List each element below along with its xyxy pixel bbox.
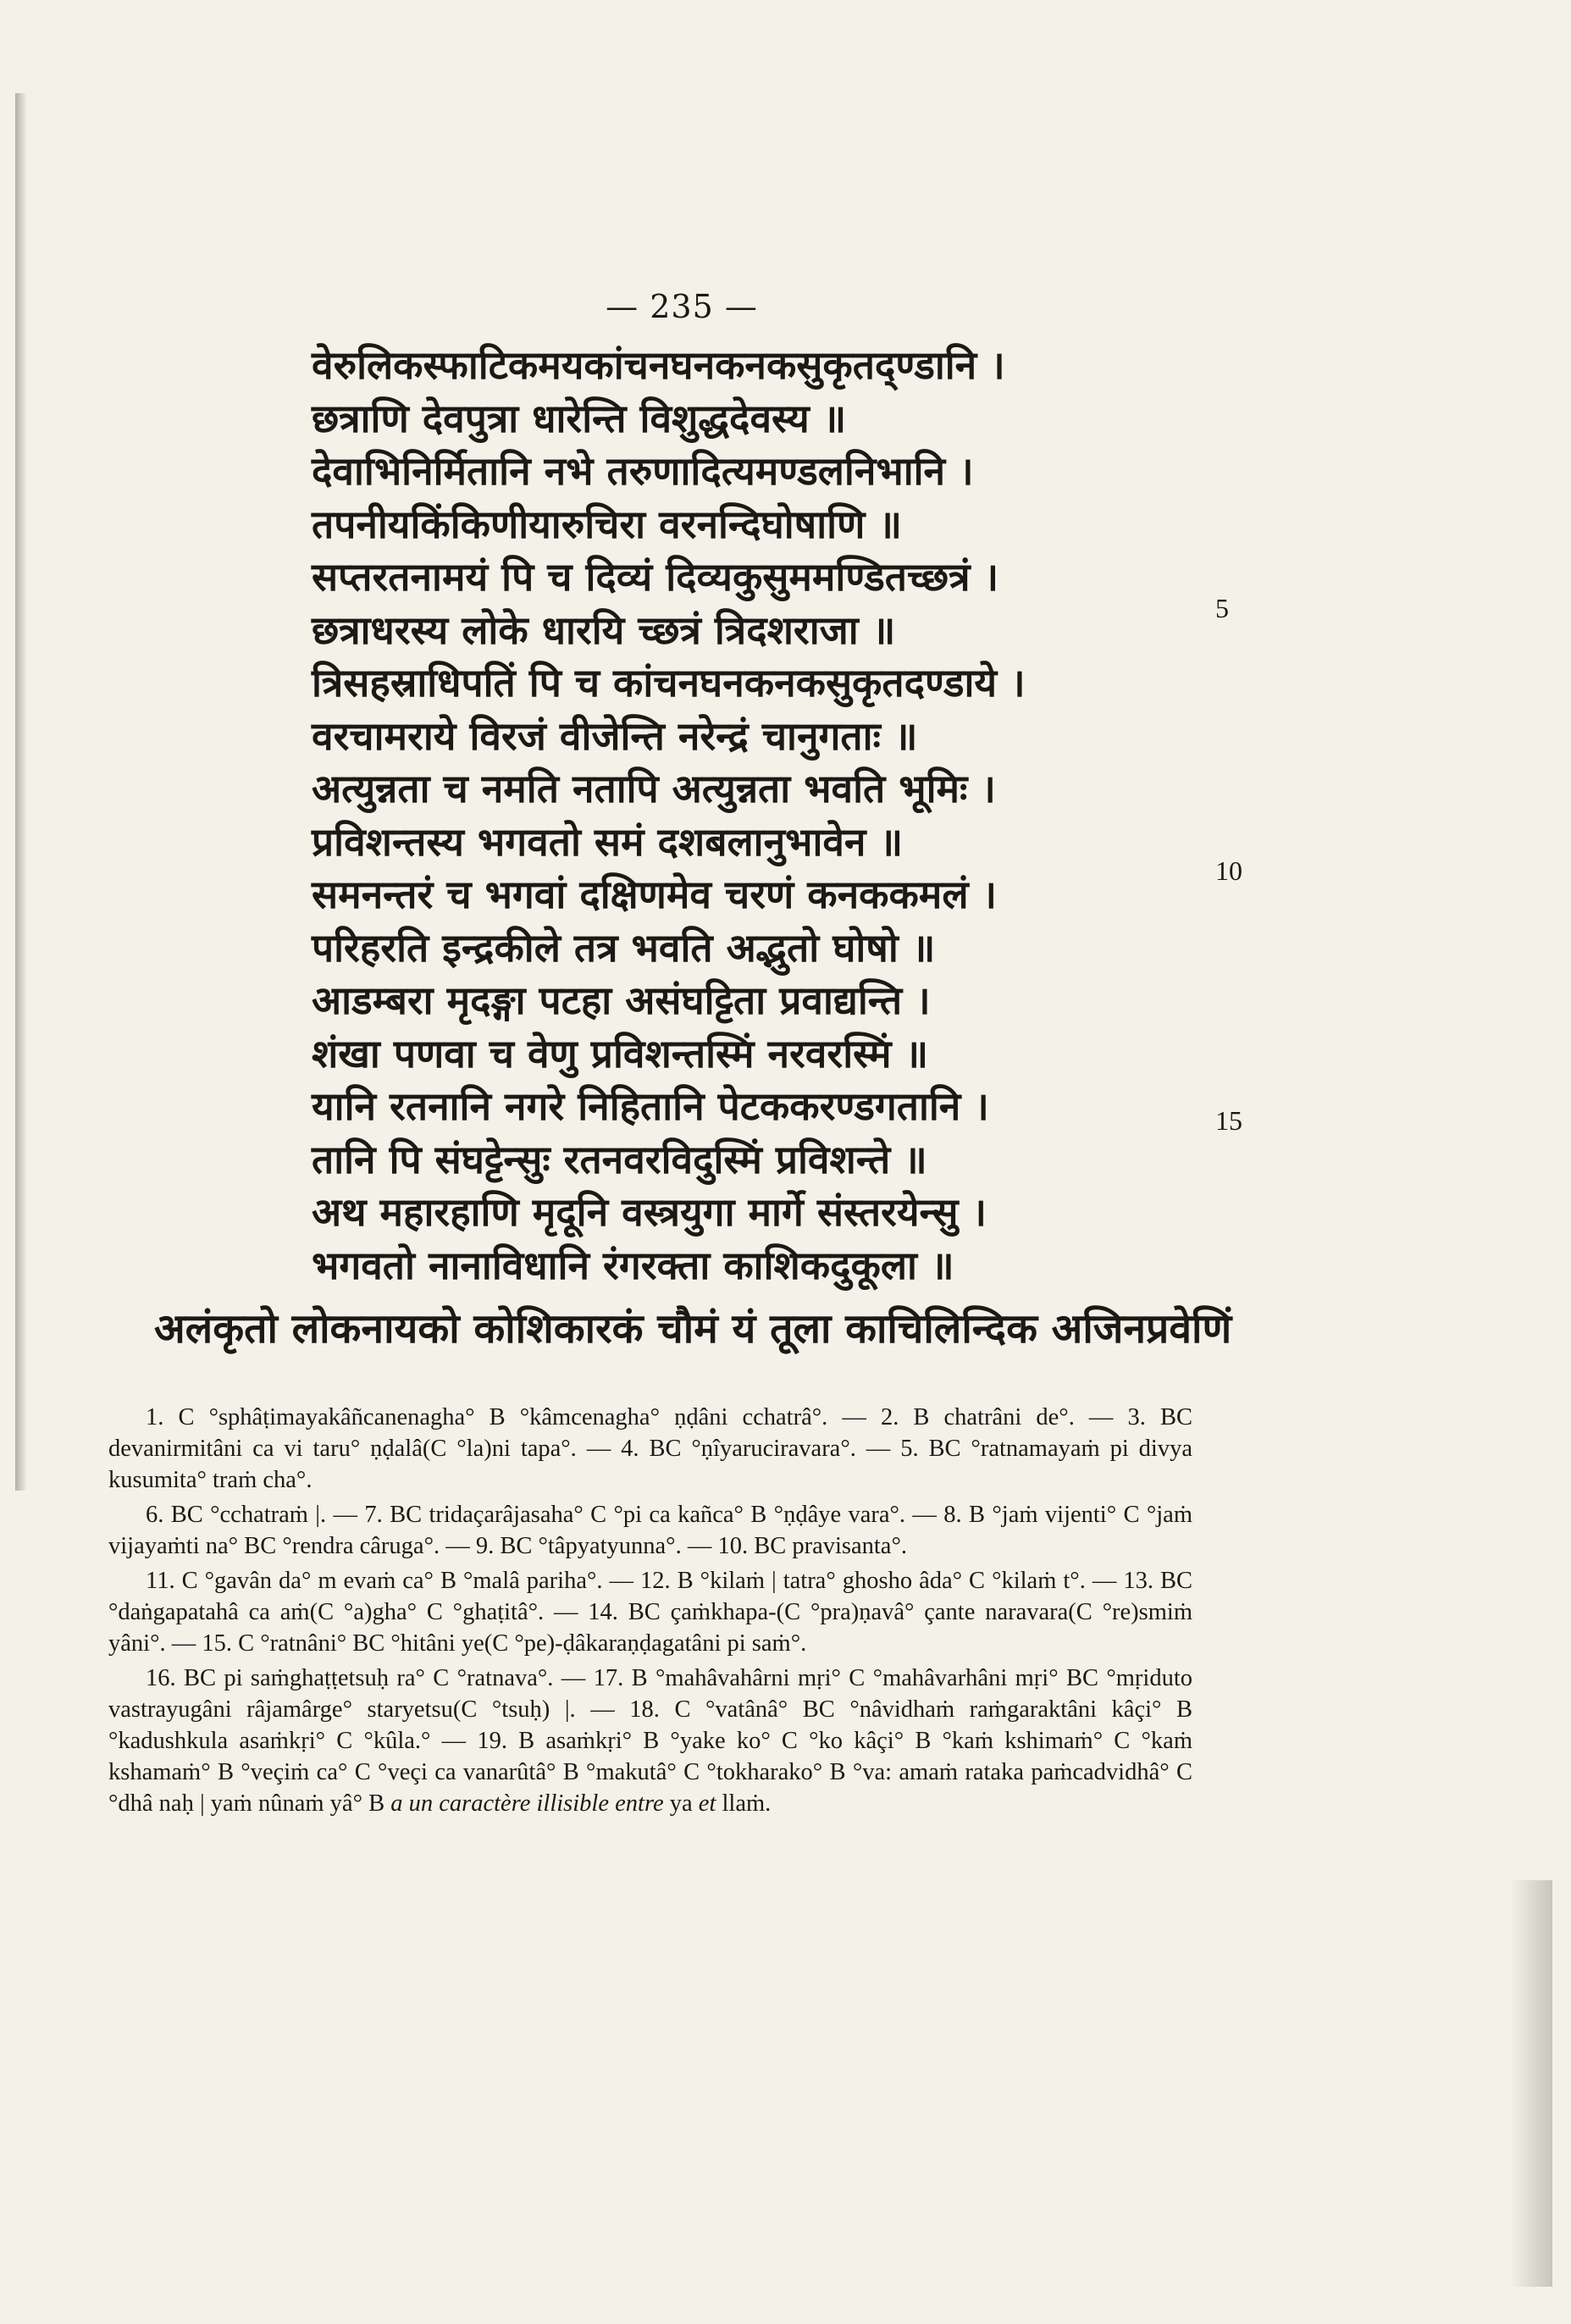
- verse-line: देवाभिनिर्मितानि नभे तरुणादित्यमण्डलनिभानि ।: [312, 448, 974, 494]
- extra-verse-line: अलंकृतो लोकनायको कोशिकारकं चौमं यं तूला काचिलिन्दिक अजिनप्रवेणिं: [154, 1305, 1232, 1353]
- verse-line: तानि पि संघट्टेन्सुः रतनवरविदुस्मिं प्रविशन्ते ॥: [312, 1136, 927, 1182]
- footnote-paragraph: 11. C °gavân da° m evaṁ ca° B °malâ pariha°. — 12. B °kilaṁ | tatra° ghosho âda° C °kilaṁ t°. — 13. BC °daṅgapatahâ ca aṁ(C °a)gha° C °ghaṭitâ°. — 14. BC çaṁkhapa-(C °pra)ṇavâ° çante naravara(C °re)smiṁ yâni°. — 15. C °ratnâni° BC °hitâni ye(C °pe)-ḍâkaraṇḍagatâni pi saṁ°.: [108, 1568, 1192, 1657]
- footnote-editorial-note: a un caractère illisible entre: [390, 1790, 664, 1817]
- footnote-paragraph: 6. BC °cchatraṁ |. — 7. BC tridaçarâjasaha° C °pi ca kañca° B °ṇḍâye vara°. — 8. B °jaṁ vijenti° C °jaṁ vijayaṁti na° BC °rendra câruga°. — 9. BC °tâpyatyunna°. — 10. BC pravisanta°.: [108, 1502, 1192, 1559]
- binding-edge-shadow: [15, 93, 27, 1491]
- line-number-10: 10: [1215, 855, 1242, 886]
- footnote-editorial-note: et: [698, 1790, 716, 1817]
- scan-artifact: [1510, 1880, 1552, 2287]
- verse-line: परिहरति इन्द्रकीले तत्र भवति अद्भुतो घोषो ॥: [312, 924, 936, 971]
- footnote-text: ya: [669, 1790, 693, 1817]
- line-number-5: 5: [1215, 593, 1229, 623]
- verse-line: अथ महारहाणि मृदूनि वस्त्रयुगा मार्गे संस्तरयेन्सु ।: [312, 1189, 987, 1235]
- footnote-paragraph: [108, 1663, 1192, 1819]
- footnote-text: 16. BC pi saṁghaṭṭetsuḥ ra° C °ratnava°. — 17. B °mahâvahârni mṛi° C °mahâvarhâni mṛi° BC °mṛiduto vastrayugâni râjamârge° staryetsu(C °tsuḥ) |. — 18. C °vatânâ° BC °nâvidhaṁ raṁgaraktâni kâçi° B °kadushkula asaṁkṛi° C °kûla.° — 19. B asaṁkṛi° B °yake ko° C °ko kâçi° B °kaṁ kshimaṁ° C °kaṁ kshamaṁ° B °veçiṁ ca° C °veçi ca vanarûtâ° B °makutâ° C °tokharako° B °va: amaṁ rataka paṁcadvidhâ° C °dhâ naḥ | yaṁ nûnaṁ yâ° B: [108, 1665, 1192, 1817]
- footnote-paragraph: 1. C °sphâṭimayakâñcanenagha° B °kâmcenagha° ṇḍâni cchatrâ°. — 2. B chatrâni de°. — 3. BC devanirmitâni ca vi taru° ṇḍalâ(C °la)ni tapa°. — 4. BC °ṇîyaruciravara°. — 5. BC °ratnamayaṁ pi divya kusumita° traṁ cha°.: [108, 1404, 1192, 1493]
- verse-line: समनन्तरं च भगवां दक्षिणमेव चरणं कनककमलं ।: [312, 872, 997, 917]
- page-number: — 235 —: [606, 288, 758, 325]
- verse-line: त्रिसहस्राधिपतिं पि च कांचनघनकनकसुकृतदण्डाये ।: [312, 660, 1026, 706]
- footnote-text: llaṁ.: [722, 1790, 772, 1817]
- line-number-15: 15: [1215, 1105, 1242, 1136]
- verse-line: वरचामराये विरजं वीजेन्ति नरेन्द्रं चानुगताः ॥: [312, 712, 918, 759]
- verse-line: प्रविशन्तस्य भगवतो समं दशबलानुभावेन ॥: [312, 818, 904, 865]
- verse-line: छत्राधरस्य लोके धारयि च्छत्रं त्रिदशराजा ॥: [312, 606, 896, 653]
- verse-line: यानि रतनानि नगरे निहितानि पेटककरण्डगतानि ।: [312, 1083, 989, 1129]
- verse-line: वेरुलिकस्फाटिकमयकांचनघनकनकसुकृतद्ण्डानि ।: [312, 342, 1005, 388]
- verse-block: [312, 339, 1277, 1292]
- verse-line: सप्तरतनामयं पि च दिव्यं दिव्यकुसुममण्डितच्छत्रं ।: [312, 554, 999, 600]
- verse-line: अत्युन्नता च नमति नतापि अत्युन्नता भवति भूमिः ।: [312, 766, 996, 811]
- verse-line: आडम्बरा मृदङ्गा पटहा असंघट्टिता प्रवाद्यन्ति ।: [312, 977, 931, 1023]
- verse-line: छत्राणि देवपुत्रा धारेन्ति विशुद्धदेवस्य ॥: [312, 395, 847, 441]
- verse-line: शंखा पणवा च वेणु प्रविशन्तस्मिं नरवरस्मिं ॥: [312, 1030, 929, 1076]
- footnotes: [108, 1402, 1192, 1823]
- verse-line: तपनीयकिंकिणीयारुचिरा वरनन्दिघोषाणि ॥: [312, 501, 902, 547]
- verse-line: भगवतो नानाविधानि रंगरक्ता काशिकदुकूला ॥: [312, 1242, 954, 1288]
